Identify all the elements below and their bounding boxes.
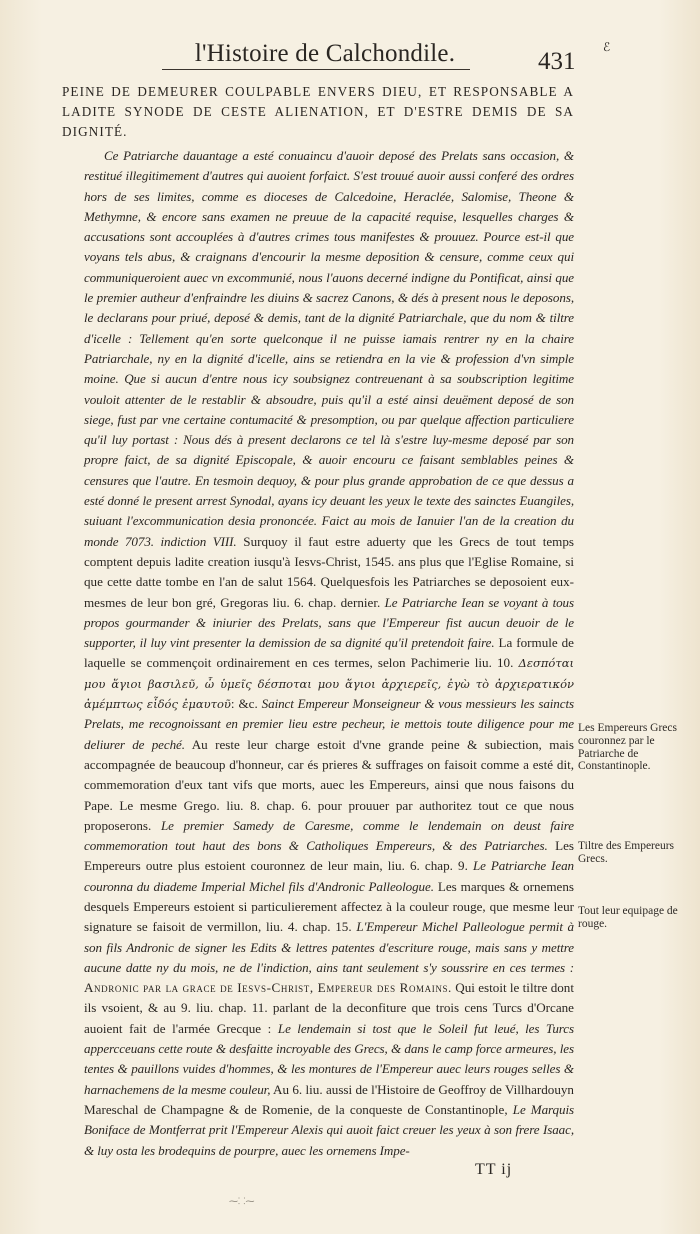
quotation: L'Empereur Michel Palleologue permit à son fils Andronic de signer les Edits & lettres patentes d'escriture rouge, mais sans y mettre aucune datte ny du mois, ne de l'indiction, ains tant seulement s'y soussrire en ces termes : xyxy=(84,919,575,975)
main-text-column xyxy=(84,146,574,1161)
quotation: Le Patriarche Iean couronna du diademe Imperial Michel fils d'Andronic Palleologue. xyxy=(84,858,574,894)
commentary-text: Au 6. liu. aussi de l'Histoire de Geoffroy de Villhardouyn Mareschal de Champagne & de Romenie, de la conqueste de Constantinople, xyxy=(84,1081,574,1117)
ornament: ⁓⸬⁓ xyxy=(229,1196,255,1206)
page-number: 431 xyxy=(538,48,576,75)
header-rule xyxy=(162,69,470,70)
section-heading: PEINE DE DEMEURER COULPABLE ENVERS DIEU, ET RESPONSABLE A LADITE SYNODE DE CESTE ALIENATION, ET D'ESTRE DEMIS DE SA DIGNITÉ. xyxy=(62,84,574,139)
quotation: Le lendemain si tost que le Soleil fut leué, les Turcs appercceuans cette route & desfaitte incroyable des Grecs, & dans le camp force armeures, les tentes & pauillons vuides d'hommes, & les montures de l'Empereur auec leurs rouges selles & harnachemens de la mesme couleur, xyxy=(84,1020,574,1097)
decree-text: Ce Patriarche dauantage a esté conuaincu d'auoir deposé des Prelats sans occasion, & restitué illegitimement d'autres qui auoient forfaict. S'est trouué auoir aussi conferé des ordres hors de ses limites, comme es dioceses de Calcedoine, Heraclée, Salomise, Theone & Methymne, & encore sans examen ne preuue de la capacité requise, lesquelles charges & accusations sont accouplées à d'autres crimes tous manifestes & prouuez. Pource est-il que voyans tels abus, & craignans d'encourir la mesme deposition & censure, comme ceux qui communiqueroient auec vn excommunié, nous l'auons decerné indigne du Pontificat, ainsi que le premier autheur d'enfraindre les diuins & sacrez Canons, & dés à present nous le deposons, le declarans pour priué, deposé & demis, tant de la dignité Patriarchale, que du nom & tiltre d'icelle : Tellement qu'en sorte quelconque il ne puisse iamais rentrer ny en la chaire Patriarchale, ny en la dignité d'icelle, ains se retiendra en la vie & profession d'vn simple moine. Que si aucun d'entre nous icy soubsignez contreuenant à sa soubscription legitime vouloit attenter de le restablir & absoudre, puis qu'il a esté ainsi deuëment deposé de son siege, fust par vne certaine contumacité & presomption, ou par quelque affection particuliere qu'il luy portast : Nous dés à present declarons ce tel là s'estre luy-mesme deposé par son propre faict, de sa dignité Episcopale, & auoir encouru ce faisant semblables peines & censures que l'autre. En tesmoin dequoy, & pour plus grande approbation de ce que dessus a esté donné le present arrest Synodal, ayans icy deuant les yeux le texte des sainctes Euangiles, suiuant l'excommunication desia prononcée. Faict au mois de Ianuier l'an de la creation du monde 7073. indiction VIII. xyxy=(84,148,574,549)
commentary-text: Surquoy il faut estre aduerty que les Grecs de tout temps comptent depuis ladite creation iusqu'à Iesvs-Christ, 1545. ans plus que l'Eglise Romaine, si que cette datte tombe en l'an de salut 1564. Quelquesfois les Patriarches se deposoient eux-mesmes de leur bon gré, Gregoras liu. 6. chap. dernier. xyxy=(84,533,574,610)
corner-mark: ℰ xyxy=(603,40,611,54)
imperial-title: Andronic par la grace de Iesvs-Christ, Empereur des Romains. xyxy=(84,980,452,996)
commentary-text: Au reste leur charge estoit d'vne grande peine & subiection, mais accompagnée de beaucoup d'honneur, car és prieres & suffrages on faisoit comme a esté dit, commemoration d'eux tant vifs que morts, auec les Empereurs, ainsi que nous faisons du Pape. Le mesme Grego. liu. 8. chap. 6. pour prouuer par authoritez tout ce que nous proposerons. xyxy=(84,736,574,833)
quotation: Le Patriarche Iean se voyant à tous propos gourmander & iniurier des Prelats, sans que l'Empereur fist aucun deuoir de le supporter, il luy vint presenter la demission de sa dignité qu'il pretendoit faire. xyxy=(84,594,574,651)
greek-quotation: Δεσπόται μου ἅγιοι βασιλεῦ, ὦ ὑμεῖς δέσποται μου ἅγιοι ἀρχιερεῖς, ἐγὼ τὸ ἀρχιερατικόν ἀμέμπτως εἶδός ἐμαυτοῦ xyxy=(84,656,574,712)
margin-note: Les Empereurs Grecs couronnez par le Patriarche de Constantinople. xyxy=(578,722,677,773)
quotation: Le Marquis Boniface de Montferrat prit l'Empereur Alexis qui auoit faict creuer les yeux à son frere Isaac, & luy osta les brodequins de pourpre, auec les ornemens Impe- xyxy=(84,1101,574,1158)
commentary-text: Les marques & ornemens desquels Empereurs estoient si particulierement affectez à la couleur rouge, que mesme leur signature se faisoit de vermillon, liu. 4. chap. 15. xyxy=(84,878,574,935)
margin-note: Tiltre des Empereurs Grecs. xyxy=(578,840,675,865)
quotation: Sainct Empereur Monseigneur & vous messieurs les saincts Prelats, me recognoissant en premier lieu estre pecheur, ie mettois toute diligence pour me deliurer de peché. xyxy=(84,696,574,752)
commentary-text: Les Empereurs outre plus estoient couronnez de leur main, liu. 6. chap. 9. xyxy=(84,838,574,874)
commentary-text: : &c. xyxy=(230,696,258,712)
quotation: Le premier Samedy de Caresme, comme le lendemain on deust faire commemoration tout haut des bons & Catholiques Empereurs, & des Patriarches. xyxy=(84,817,574,854)
commentary-text: La formule de laquelle se commençoit ordinairement en ces termes, selon Pachimerie liu. 10. xyxy=(84,635,574,671)
margin-note: Tout leur equipage de rouge. xyxy=(578,905,678,930)
body-paragraph xyxy=(84,146,574,1161)
commentary-text: Qui estoit le tiltre dont ils vsoient, & au 9. liu. chap. 11. parlant de la deconfiture que trois cens Turcs d'Orcane auoient fait de l'armée Grecque : xyxy=(84,980,574,1036)
signature-mark: TT ij xyxy=(475,1161,513,1178)
running-title: l'Histoire de Calchondile. xyxy=(194,40,456,67)
